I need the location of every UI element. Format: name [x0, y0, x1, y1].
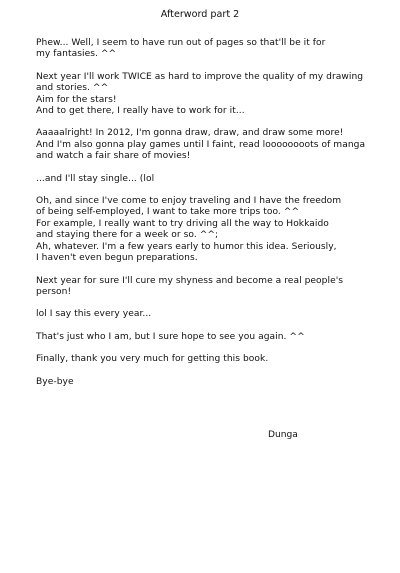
paragraph [36, 354, 376, 365]
text-line: And I'm also gonna play games until I faint, read loooooooots of manga [36, 139, 366, 150]
text-line: of being self-employed, I want to take more trips too. ^^ [36, 207, 300, 218]
text-line: and stories. ^^ [36, 83, 109, 94]
page-title: Afterword part 2 [160, 9, 240, 20]
paragraph [36, 377, 376, 388]
afterword-body [36, 38, 376, 399]
text-line: my fantasies. ^^ [36, 49, 117, 60]
text-line: I haven't even begun preparations. [36, 253, 198, 264]
text-line: Ah, whatever. I'm a few years early to humor this idea. Seriously, [36, 241, 337, 252]
paragraph [36, 72, 376, 118]
text-line: and watch a fair share of movies! [36, 151, 191, 162]
text-line: Next year I'll work TWICE as hard to improve the quality of my drawing [36, 71, 364, 82]
text-line: person! [36, 286, 72, 297]
paragraph [36, 309, 376, 320]
text-line: Phew... Well, I seem to have run out of pages so that'll be it for [36, 38, 326, 48]
text-line: That's just who I am, but I sure hope to see you again. ^^ [36, 331, 305, 342]
text-line: Aim for the stars! [36, 94, 117, 105]
text-line: and staying there for a week or so. ^^; [36, 230, 219, 241]
paragraph [36, 276, 376, 299]
text-line: lol I say this every year... [36, 309, 152, 320]
text-line: Next year for sure I'll cure my shyness and become a real people's [36, 275, 344, 286]
paragraph [36, 128, 376, 162]
text-line: And to get there, I really have to work for it... [36, 106, 245, 117]
text-line: Bye-bye [36, 376, 74, 387]
text-line: Finally, thank you very much for getting this book. [36, 354, 269, 365]
author-signature: Dunga [268, 430, 298, 440]
text-line: Aaaaalright! In 2012, I'm gonna draw, draw, and draw some more! [36, 128, 344, 139]
text-line: Oh, and since I've come to enjoy traveling and I have the freedom [36, 196, 342, 207]
paragraph [36, 174, 376, 185]
paragraph [36, 196, 376, 264]
text-line: ...and I'll stay single... (lol [36, 173, 155, 184]
paragraph [36, 332, 376, 343]
paragraph [36, 38, 376, 61]
text-line: For example, I really want to try driving all the way to Hokkaido [36, 218, 329, 229]
